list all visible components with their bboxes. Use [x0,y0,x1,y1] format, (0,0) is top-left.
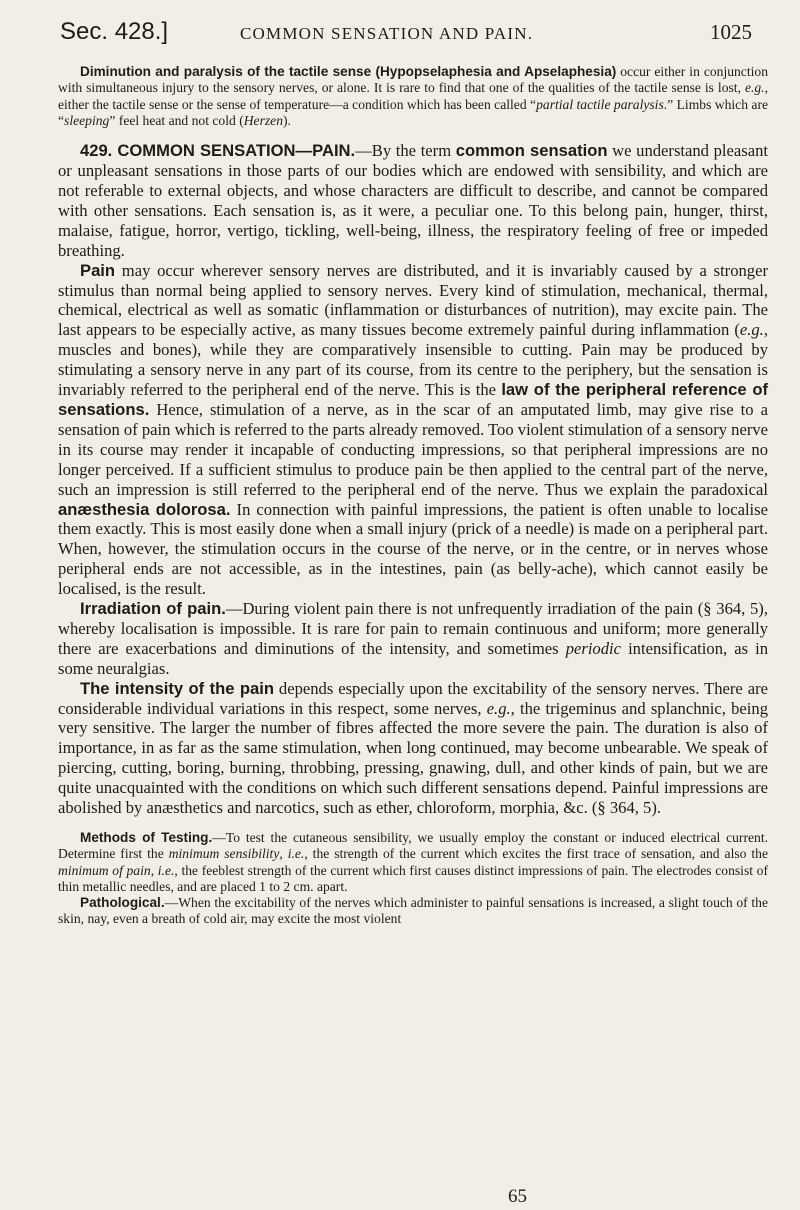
paragraph-heading: Pathological. [80,895,165,911]
paragraph-common-sensation: 429. COMMON SENSATION—PAIN.—By the term common sensation we understand pleasant or unpleasant sensations in those parts of our bodies which are endowed with sensibility, and which are not referable to external objects, and whose characters are difficult to describe, and cannot be compared with other sensations. Each sensation is, as it were, a peculiar one. To this belong pain, hunger, thirst, malaise, fatigue, horror, vertigo, tickling, well-being, illness, the respiratory feeling of free or impeded breathing. [58,141,768,260]
paragraph-intensity: The intensity of the pain depends especially upon the excitability of the sensory nerves. There are considerable individual variations in this respect, some nerves, e.g., the trigeminus and splanchnic, being very sensitive. The larger the number of fibres affected the more severe the pain. The duration is also of importance, in as far as the same stimulation, when long continued, may become unbearable. We speak of piercing, cutting, boring, burning, throbbing, pressing, gnawing, dull, and other kinds of pain, but we are quite unacquainted with the conditions on which such different sensations depend. Painful impressions are abolished by anæsthetics and narcotics, such as ether, chloroform, morphia, &c. (§ 364, 5). [58,678,768,818]
page-body [58,64,768,928]
running-header [60,8,752,58]
key-term: law of the peripheral reference of sensations. [58,380,768,419]
paragraph-methods-testing: Methods of Testing.—To test the cutaneous sensibility, we usually employ the constant or induced electrical current. Determine first the minimum sensibility, i.e., the strength of the current which excites the first trace of sensation, and also the minimum of pain, i.e., the feeblest strength of the current which first causes distinct impressions of pain. The electrodes consist of thin metallic needles, and are placed 1 to 2 cm. apart. [58,830,769,894]
key-term: anæsthesia dolorosa. [58,499,231,519]
section-heading: 429. COMMON SENSATION—PAIN. [80,141,356,161]
paragraph-heading: Irradiation of pain. [80,599,226,619]
paragraph-heading: Diminution and paralysis of the tactile sense (Hypopselaphesia and Apselaphesia) [80,64,617,79]
paragraph-tactile-paralysis: Diminution and paralysis of the tactile sense (Hypopselaphesia and Apselaphesia) occur either in conjunction with simultaneous injury to the sensory nerves, or alone. It is rare to find that one of the qualities of the tactile sense is lost, e.g., either the tactile sense or the sense of temperature—a condition which has been called “partial tactile paralysis.” Limbs which are “sleeping” feel heat and not cold (Herzen). [58,64,768,128]
running-title: COMMON SENSATION AND PAIN. [240,24,534,43]
section-reference: Sec. 428.] [60,18,169,45]
paragraph-pathological: Pathological.—When the excitability of the nerves which administer to painful sensations is increased, a slight touch of the skin, nay, even a breath of cold air, may excite the most violent [58,895,768,927]
paragraph-irradiation: Irradiation of pain.—During violent pain there is not unfrequently irradiation of the pain (§ 364, 5), whereby localisation is impossible. It is rare for pain to remain continuous and uniform; more generally there are exacerbations and diminutions of the intensity, and sometimes periodic intensification, as in some neuralgias. [58,599,768,678]
page-number: 1025 [710,20,752,44]
paragraph-heading: Pain [80,260,116,280]
paragraph-heading: The intensity of the pain [80,678,274,698]
paragraph-pain: Pain may occur wherever sensory nerves are distributed, and it is invariably caused by a stronger stimulus than normal being applied to sensory nerves. Every kind of stimulation, mechanical, thermal, chemical, electrical as well as somatic (inflammation or disturbances of nutrition), may excite pain. The last appears to be especially active, as many tissues become extremely painful during inflammation (e.g., muscles and bones), while they are comparatively insensible to cutting. Pain may be produced by stimulating a sensory nerve in any part of its course, from its centre to the periphery, but the sensation is invariably referred to the peripheral end of the nerve. This is the law of the peripheral reference of sensations. Hence, stimulation of a nerve, as in the scar of an amputated limb, may give rise to a sensation of pain which is referred to the parts already removed. Too violent stimulation of a sensory nerve in its course may render it incapable of conducting impressions, so that peripheral impressions are no longer perceived. If a sufficient stimulus to produce pain be then applied to the central part of the nerve, such an impression is still referred to the peripheral end of the nerve. Thus we explain the paradoxical anæsthesia dolorosa. In connection with painful impressions, the patient is often unable to localise them exactly. This is most easily done when a small injury (prick of a needle) is made on a peripheral part. When, however, the stimulation occurs in the course of the nerve, or in the centre, or in nerves whose peripheral ends are not accessible, as in the intestines, pain (as belly-ache), which cannot easily be localised, is the result. [58,260,769,599]
signature-mark: 65 [508,1186,527,1207]
paragraph-heading: Methods of Testing. [80,830,213,845]
key-term: common sensation [455,141,608,161]
